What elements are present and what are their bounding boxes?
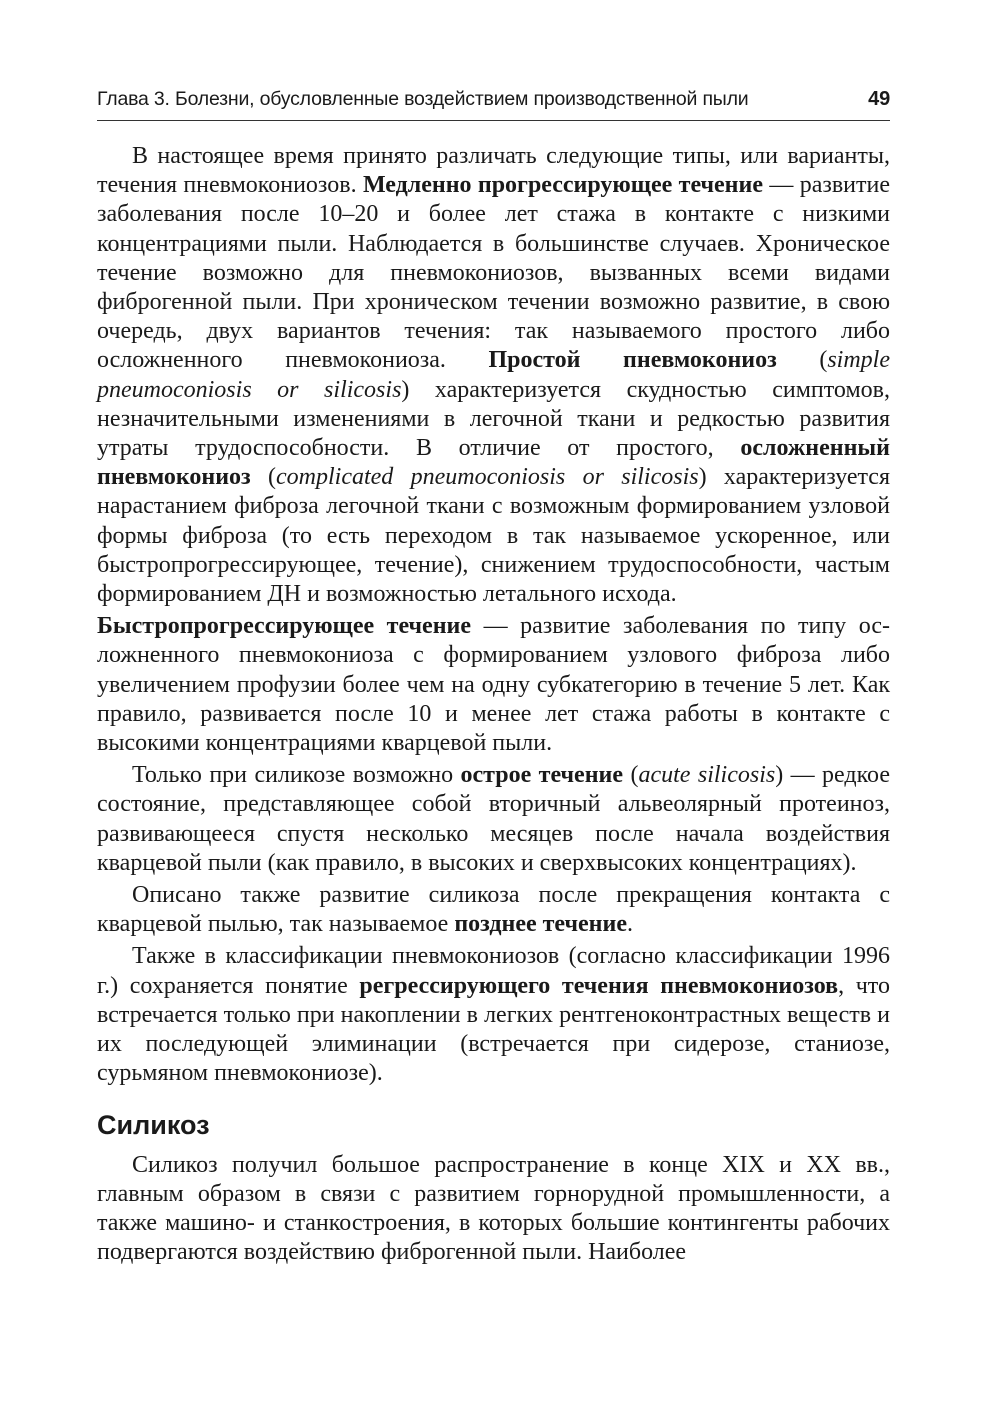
latin-term: complicated pneumoconiosis or silicosis [276,464,699,491]
paragraph-late-course [97,881,890,939]
text-run: ) характеризуется нарастанием фиброза легочной ткани с возможным формированием узловой формы фиброза (то есть переходом в так называемое ускоренное, или быстропрогрессирующее, течение), снижением трудоспособности, частым формированием ДН и возможностью летального исхода. [97,464,890,608]
text-run: ) — редкое состояние, представляющее собой вторичный альвеолярный протеиноз, развивающееся спустя несколько месяцев после начала воздействия кварцевой пыли (как правило, в высоких и сверхвысоких концентрациях). [97,762,890,876]
text-run: . [626,911,633,938]
text-run: В настоящее время принято различать следующие типы, или варианты, течения пневмокониозов. [97,143,890,199]
text-run: Описано также развитие силикоза после прекращения контакта с кварцевой пылью, так называемое [97,882,890,938]
paragraph-rapid-course [97,612,890,758]
text-run: Также в классификации пневмокониозов (согласно классификации 1996 г.) сохраняется понятие [97,943,890,999]
text-run: ( [623,762,639,789]
paragraph-silicosis-intro [97,1151,890,1268]
text-run: — развитие заболевания по типу осложненного пневмокониоза с формированием узлового фиброза либо увеличением профузии более чем на одну субкатегорию в течение 5 лет. Как правило, развивается после 10 и менее лет стажа работы в контакте с высокими концентрациями кварцевой пыли. [97,613,890,757]
term-complicated-pneumoconiosis: осложненный пневмокониоз [97,435,890,491]
running-header [97,88,890,121]
text-run: — развитие заболевания после 10–20 и более лет стажа в контакте с низкими концентрациями пыли. Наблюдается в большинстве случаев. Хроническое течение возможно для пневмокониозов, вызванных всеми видами фиброгенной пыли. При хроническом течении возможно развитие, в свою очередь, двух вариантов течения: так называемого простого либо осложненного пневмокониоза. [97,172,890,374]
paragraph-acute-course [97,761,890,878]
chapter-title: Глава 3. Болезни, обусловленные воздействием производственной пыли [97,88,749,110]
text-run: ( [250,464,277,491]
text-run: Только при силикозе возможно [132,762,461,789]
paragraph-chronic-course [97,142,890,609]
term-acute-course: острое течение [460,762,624,789]
paragraph-regressive-course [97,942,890,1088]
text-run: , что встречается только при накоплении в легких рентгеноконтрастных веществ и их последующей элиминации (встречается при сидерозе, станиозе, сурьмяном пневмокониозе). [97,972,890,1087]
body-text [97,142,890,1270]
text-run: Силикоз получил большое распространение в конце XIX и XX вв., главным образом в связи с развитием горнорудной промышленности, а также машино- и станкостроения, в которых большие контингенты рабочих подвергаются воздействию фиброгенной пыли. Наиболее [97,1151,890,1266]
term-slow-progressive: Медленно прогрессирующее течение [362,172,763,199]
text-run: ( [776,347,828,374]
term-regressive-course: регрессирующего течения пневмокониозов [359,972,839,999]
text-run: ) характеризуется скудностью симптомов, незначительными изменениями в легочной ткани и редкостью развития утраты трудоспособности. В отличие от простого, [97,376,890,462]
term-rapid-progressive: Быстропрогрессирующее течение [97,613,472,640]
term-simple-pneumoconiosis: Простой пневмокониоз [488,347,777,374]
term-late-course: позднее течение [454,911,627,938]
section-heading-silicosis: Силикоз [97,1109,210,1140]
latin-term: acute silicosis [638,762,776,789]
page-number: 49 [868,88,890,110]
latin-term: simple pneumoconiosis or silicosis [97,347,890,403]
